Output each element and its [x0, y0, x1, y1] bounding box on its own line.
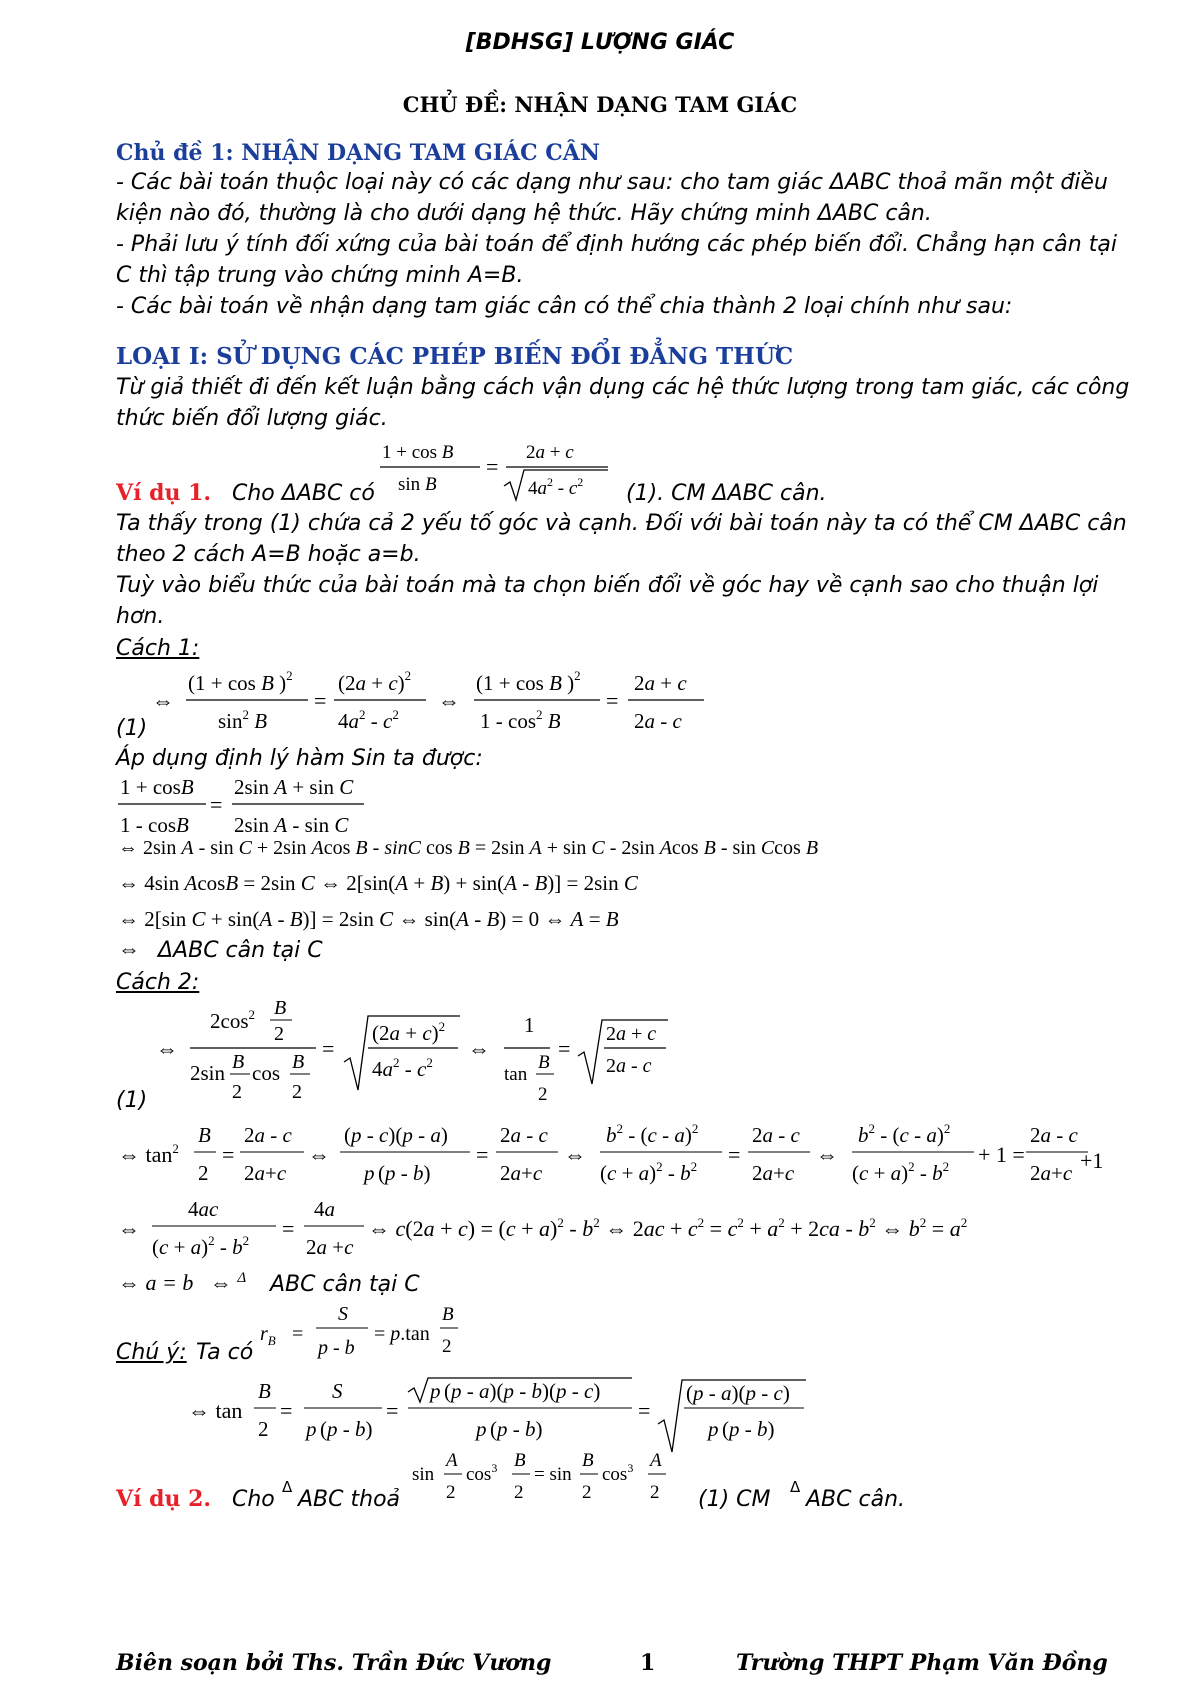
svg-text:=: = [314, 688, 327, 713]
svg-text:(1 + cos B )2: (1 + cos B )$^2$ [476, 668, 581, 695]
a-equals-b: ⇔ a = b ⇔ $^\Delta$ [118, 1270, 247, 1295]
svg-text:(1 + cos B )2: (1 + cos B )$^2$ [188, 668, 293, 695]
svg-text:B: B [232, 1051, 245, 1073]
svg-text:=: = [638, 1398, 651, 1423]
inradius-formula [258, 1298, 468, 1372]
svg-text:1: 1 [524, 1013, 535, 1037]
svg-text:B: B [198, 1123, 211, 1147]
svg-text:2a + c: 2a + c [526, 442, 574, 463]
example2-abc: ABC thoả [298, 1487, 401, 1512]
svg-text:sin B: sin B [398, 474, 437, 495]
svg-text:2: 2 [292, 1081, 302, 1103]
svg-text:B: B [274, 997, 287, 1019]
example1-hypothesis-formula [376, 434, 616, 506]
svg-text:+ 1 =: + 1 = [978, 1142, 1025, 1167]
svg-text:(2a + c)2: $(2a + c)^2$ [372, 1019, 446, 1045]
section1-para1-line2: kiện nào đó, thường là cho dưới dạng hệ thức. Hãy chứng minh ΔABC cân. [116, 201, 932, 226]
svg-text:p: p [430, 1379, 441, 1403]
svg-text:⇔: ⇔ [118, 1216, 140, 1241]
topic-title: CHỦ ĐỀ: NHẬN DẠNG TAM GIÁC [402, 92, 798, 117]
svg-text:=: = [280, 1398, 293, 1423]
section1-para2-line2: C thì tập trung vào chứng minh A=B. [116, 263, 524, 288]
example2-hypothesis-formula [410, 1446, 672, 1518]
sine-rule-note: Áp dụng định lý hàm Sin ta được: [116, 746, 483, 771]
svg-text:2sin: 2sin [190, 1061, 226, 1085]
svg-text:(p - c)(p - a): (p - c)(p - a) [344, 1123, 448, 1147]
loai1-heading: LOẠI I: SỬ DỤNG CÁC PHÉP BIẾN ĐỔI ĐẲNG THỨC [116, 343, 794, 370]
svg-text:= p.tan: = p.tan [374, 1323, 430, 1345]
svg-text:⇔ 4sin AcosB = 2sin C ⇔ 2[sin: ⇔ 4sin AcosB = 2sin C ⇔ 2[sin(A + B) + sin(A - B)] = 2sin C [118, 871, 638, 895]
example2-task: (1) CM [698, 1487, 771, 1512]
example1-note-line4: hơn. [116, 604, 165, 629]
svg-text:=: = [292, 1323, 304, 1345]
svg-text:tan: tan [504, 1064, 528, 1085]
svg-text:4ac: 4ac [188, 1197, 219, 1221]
footer-author: Biên soạn bởi Ths. Trần Đức Vương [116, 1650, 552, 1676]
section1-para2-line1: - Phải lưu ý tính đối xứng của bài toán để định hướng các phép biến đổi. Chẳng hạn cân tại [116, 232, 1117, 257]
svg-text:4a2 - c2: $4a^2 - c^2$ [372, 1055, 433, 1081]
document-title [0, 30, 1200, 55]
plus-one: +1 [1080, 1148, 1104, 1173]
example1-note-line3: Tuỳ vào biểu thức của bài toán mà ta chọn biến đổi về góc hay về cạnh sao cho thuận lợi [116, 573, 1099, 598]
method2-equation-3 [116, 1190, 1096, 1266]
triangle-symbol-1: Δ [282, 1478, 293, 1496]
svg-text:S: S [332, 1379, 343, 1403]
svg-text:=: = [476, 1142, 489, 1167]
svg-text:B: B [292, 1051, 305, 1073]
section1-para3: - Các bài toán về nhận dạng tam giác cân có thể chia thành 2 loại chính như sau: [116, 294, 1013, 319]
svg-text:2: 2 [538, 1084, 548, 1105]
svg-text:(c + a)2 - b2: $(c + a)^2 - b^2$ [852, 1159, 950, 1185]
svg-text:2: 2 [232, 1081, 242, 1103]
svg-text:2a - c: 2a - c [752, 1123, 800, 1147]
example1-given: Cho ΔABC có [232, 481, 375, 506]
example2-label: Ví dụ 2. [116, 1486, 212, 1512]
svg-text:⇔: ⇔ [152, 688, 174, 713]
svg-text:rB: $r_B$ [260, 1323, 276, 1348]
svg-text:(p - a)(p - b)(p - c): (p - a)(p - b)(p - c) [444, 1379, 601, 1403]
svg-text:b2 - (c - a)2: $b^2 - (c - a)^2$ [606, 1121, 699, 1147]
svg-text:B: B [514, 1450, 526, 1471]
method2-conclusion: ABC cân tại C [270, 1272, 420, 1297]
tan-half-angle-formula [186, 1372, 826, 1454]
svg-text:(p - b): (p - b) [378, 1161, 431, 1185]
svg-text:(c + a)2 - b2: $(c + a)^2 - b^2$ [152, 1233, 250, 1259]
svg-text:b2 - (c - a)2: $b^2 - (c - a)^2$ [858, 1121, 951, 1147]
svg-text:⇔: ⇔ [438, 688, 460, 713]
svg-text:(p - b): (p - b) [722, 1417, 775, 1441]
svg-text:2a - c: 2a - c [634, 709, 682, 733]
title-text: [BDHSG] LƯỢNG GIÁC [465, 30, 735, 55]
svg-text:A: A [650, 1450, 662, 1471]
svg-text:2sin A + sin C: 2sin A + sin C [234, 775, 354, 799]
triangle-symbol-2: Δ [790, 1478, 801, 1496]
svg-text:4a: 4a [314, 1197, 335, 1221]
method1-eq-ref: (1) [116, 716, 148, 741]
svg-text:⇔ c(2a + c) = (c + a)2 - b2 ⇔: ⇔ $c(2a + c) = (c + a)^2 - b^2$ ⇔ $2ac + c^2 = c^2 + a^2 + 2ca - b^2$ ⇔ $b^2 = a^2$ [368, 1215, 968, 1241]
svg-text:p: p [364, 1161, 375, 1185]
svg-text:2a+c: 2a+c [500, 1161, 543, 1185]
svg-text:cos3: $\cos^3$ [602, 1461, 634, 1485]
example2-given: Cho [232, 1487, 275, 1512]
svg-text:p: p [476, 1417, 487, 1441]
loai1-intro-line2: thức biến đổi lượng giác. [116, 406, 388, 431]
svg-text:=: = [606, 688, 619, 713]
svg-text:2sin A - sin C: 2sin A - sin C [234, 813, 349, 837]
svg-text:1 - cos2 B: $1 - \cos^2 B$ [480, 707, 561, 733]
svg-text:2: 2 [274, 1023, 284, 1045]
svg-text:(c + a)2 - b2: $(c + a)^2 - b^2$ [600, 1159, 698, 1185]
svg-text:⇔: ⇔ [468, 1036, 490, 1061]
svg-text:2a+c: 2a+c [1030, 1161, 1073, 1185]
implies-symbol-1: ⇔ [118, 936, 140, 961]
svg-text:4a2 - c2: $4a^2 - c^2$ [528, 475, 584, 499]
svg-text:=: = [558, 1036, 571, 1061]
method1-conclusion: ΔABC cân tại C [158, 938, 323, 963]
svg-text:2a+c: 2a+c [752, 1161, 795, 1185]
svg-text:2a - c: 2a - c [606, 1055, 652, 1077]
svg-text:=: = [210, 792, 223, 817]
svg-text:1 + cosB: 1 + cosB [120, 775, 194, 799]
note-label: Chú ý: [116, 1340, 187, 1365]
svg-text:2: 2 [514, 1482, 524, 1503]
svg-text:S: S [338, 1303, 348, 1325]
svg-text:B: B [258, 1379, 271, 1403]
svg-text:B: B [442, 1304, 454, 1325]
svg-text:p: p [708, 1417, 719, 1441]
svg-text:2: 2 [258, 1417, 269, 1441]
note-taco: Ta có [196, 1340, 254, 1365]
svg-text:=: = [386, 1398, 399, 1423]
example1-label: Ví dụ 1. [116, 480, 212, 506]
svg-text:= sin: = sin [534, 1464, 572, 1485]
section1-para1-line1: - Các bài toán thuộc loại này có các dạng như sau: cho tam giác ΔABC thoả mãn một điều [116, 170, 1108, 195]
svg-text:4a2 - c2: $4a^2 - c^2$ [338, 707, 399, 733]
example1-note-line2: theo 2 cách A=B hoặc a=b. [116, 542, 421, 567]
method2-label: Cách 2: [116, 970, 200, 995]
svg-text:2: 2 [582, 1482, 592, 1503]
loai1-intro-line1: Từ giả thiết đi đến kết luận bằng cách vận dụng các hệ thức lượng trong tam giác, các công [116, 375, 1130, 400]
method1-equation-1 [150, 662, 710, 742]
svg-text:(p - a)(p - c): (p - a)(p - c) [686, 1381, 790, 1405]
example1-task: (1). CM ΔABC cân. [626, 481, 827, 506]
svg-text:2a - c: 2a - c [244, 1123, 292, 1147]
svg-text:2a - c: 2a - c [500, 1123, 548, 1147]
svg-text:⇔ 2[sin C + sin(A - B)] = 2sin: ⇔ 2[sin C + sin(A - B)] = 2sin C ⇔ sin(A - B) = 0 ⇔ A = B [118, 907, 619, 931]
method2-equation-1 [150, 996, 670, 1114]
footer-school: Trường THPT Phạm Văn Đồng [736, 1650, 1108, 1676]
svg-text:=: = [486, 454, 499, 479]
svg-text:1 - cosB: 1 - cosB [120, 813, 189, 837]
svg-text:2cos2: $2\cos^2$ [210, 1007, 255, 1033]
svg-text:2: 2 [650, 1482, 660, 1503]
example1-note-line1: Ta thấy trong (1) chứa cả 2 yếu tố góc và cạnh. Đối với bài toán này ta có thể CM ΔABC cân [116, 511, 1127, 536]
svg-text:A: A [446, 1450, 458, 1471]
svg-text:2: 2 [198, 1161, 209, 1185]
svg-text:=: = [282, 1216, 295, 1241]
svg-text:=: = [322, 1036, 335, 1061]
svg-text:B: B [538, 1052, 550, 1073]
svg-text:2a + c: 2a + c [634, 671, 687, 695]
svg-text:2a +c: 2a +c [306, 1235, 354, 1259]
svg-text:2: 2 [442, 1336, 452, 1357]
method1-label: Cách 1: [116, 636, 200, 661]
svg-text:2a + c: 2a + c [606, 1023, 657, 1045]
svg-text:⇔: ⇔ [308, 1142, 330, 1167]
svg-text:⇔: ⇔ [564, 1142, 586, 1167]
svg-text:2: 2 [446, 1482, 456, 1503]
svg-text:1 + cos B: 1 + cos B [382, 442, 454, 463]
svg-text:⇔ tan2: ⇔ $\tan^2$ [118, 1141, 179, 1167]
svg-text:⇔ 2sin A - sin C + 2sin Acos B: ⇔ 2sin A - sin C + 2sin Acos B - sinC cos B = 2sin A + sin C - 2sin Acos B - sin Ccos B [118, 837, 819, 859]
svg-text:(p - b): (p - b) [320, 1417, 373, 1441]
svg-text:(p - b): (p - b) [490, 1417, 543, 1441]
svg-text:B: B [582, 1450, 594, 1471]
svg-text:cos: cos [252, 1061, 280, 1085]
svg-text:=: = [222, 1142, 235, 1167]
svg-text:p: p [306, 1417, 317, 1441]
method2-eq-ref: (1) [116, 1088, 148, 1113]
svg-text:sin2 B: $\sin^2 B$ [218, 707, 268, 733]
section1-heading: Chủ đề 1: NHẬN DẠNG TAM GIÁC CÂN [116, 140, 600, 166]
svg-text:p - b: p - b [318, 1337, 355, 1359]
svg-text:2a - c: 2a - c [1030, 1123, 1078, 1147]
svg-text:2a+c: 2a+c [244, 1161, 287, 1185]
svg-text:=: = [728, 1142, 741, 1167]
footer-page-number: 1 [640, 1650, 656, 1676]
svg-text:cos3: $\cos^3$ [466, 1461, 498, 1485]
svg-text:sin: sin [412, 1464, 435, 1485]
example2-task-end: ABC cân. [806, 1487, 906, 1512]
method2-equation-2 [116, 1116, 1096, 1194]
svg-text:⇔ tan: ⇔ tan [188, 1398, 243, 1423]
svg-text:⇔: ⇔ [156, 1036, 178, 1061]
svg-text:⇔: ⇔ [816, 1142, 838, 1167]
svg-text:(2a + c)2: $(2a + c)^2$ [338, 668, 412, 695]
